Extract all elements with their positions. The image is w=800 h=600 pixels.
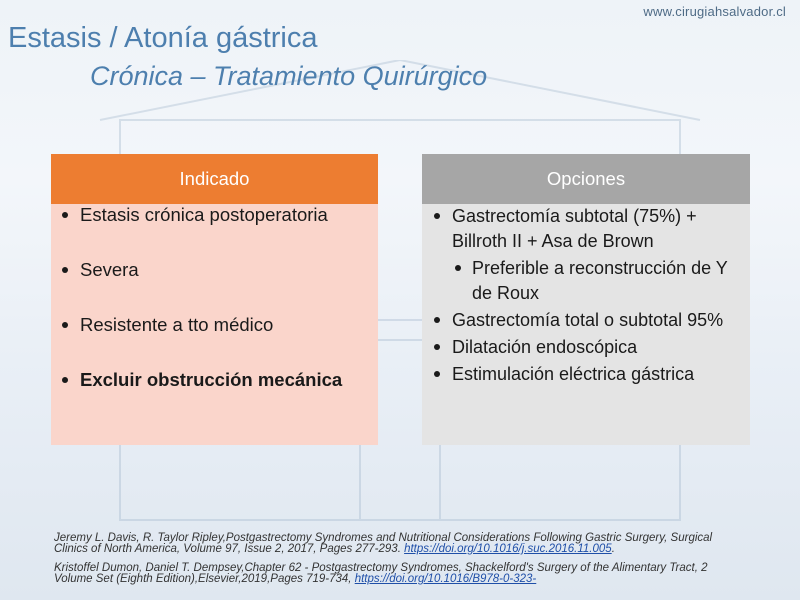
options-header: Opciones [422, 154, 750, 204]
list-item [422, 335, 750, 360]
sub-list-item [422, 256, 750, 306]
list-item [422, 362, 750, 387]
bullet-icon [434, 213, 440, 219]
list-item [422, 204, 750, 254]
bullet-icon [455, 265, 461, 271]
reference-text: Kristoffel Dumon, Daniel T. Dempsey,Chapter 62 - Postgastrectomy Syndromes, Shackelford's Surgery of the Alimentary Tract, 2 Volume Set (Eighth Edition),Elsevier,2019,Pages 719-734, [54, 562, 708, 585]
reference-link[interactable]: https://doi.org/10.1016/B978-0-323- [354, 573, 537, 585]
bullet-icon [434, 317, 440, 323]
bullet-icon [434, 371, 440, 377]
options-box [422, 154, 750, 445]
list-item [422, 308, 750, 333]
reference-link[interactable]: https://doi.org/10.1016/j.suc.2016.11.005 [404, 543, 612, 555]
slide-subtitle: Crónica – Tratamiento Quirúrgico [90, 61, 488, 91]
bullet-icon [62, 212, 68, 218]
site-url: www.cirugiahsalvador.cl [643, 4, 786, 19]
list-item [51, 259, 378, 314]
list-item-text: Gastrectomía total o subtotal 95% [452, 310, 724, 330]
bullet-icon [62, 267, 68, 273]
list-item [51, 314, 378, 369]
list-item-text: Resistente a tto médico [80, 314, 274, 335]
list-item-text: Excluir obstrucción mecánica [80, 369, 343, 390]
list-item [51, 369, 378, 424]
list-item-text: Severa [80, 259, 139, 280]
bullet-icon [434, 344, 440, 350]
reference-item [54, 563, 744, 585]
slide-title: Estasis / Atonía gástrica [8, 22, 318, 54]
list-item [51, 204, 378, 259]
reference-text: Jeremy L. Davis, R. Taylor Ripley,Postgastrectomy Syndromes and Nutritional Considerations Following Gastric Surgery, Surgical Clinics of North America, Volume 97, Issue 2, 2017, Pages 277-293. [54, 532, 713, 555]
indications-header: Indicado [51, 154, 378, 204]
list-item-text: Estasis crónica postoperatoria [80, 204, 328, 225]
list-item-text: Preferible a reconstrucción de Y de Roux [472, 258, 728, 303]
reference-tail: . [611, 543, 615, 555]
list-item-text: Dilatación endoscópica [452, 337, 638, 357]
indications-list [51, 204, 378, 424]
list-item-text: Gastrectomía subtotal (75%) + Billroth II + Asa de Brown [452, 206, 697, 251]
list-item-text: Estimulación eléctrica gástrica [452, 364, 695, 384]
bullet-icon [62, 322, 68, 328]
indications-box [51, 154, 378, 445]
options-list [422, 204, 750, 387]
bullet-icon [62, 377, 68, 383]
references [54, 533, 744, 593]
reference-item [54, 533, 744, 555]
